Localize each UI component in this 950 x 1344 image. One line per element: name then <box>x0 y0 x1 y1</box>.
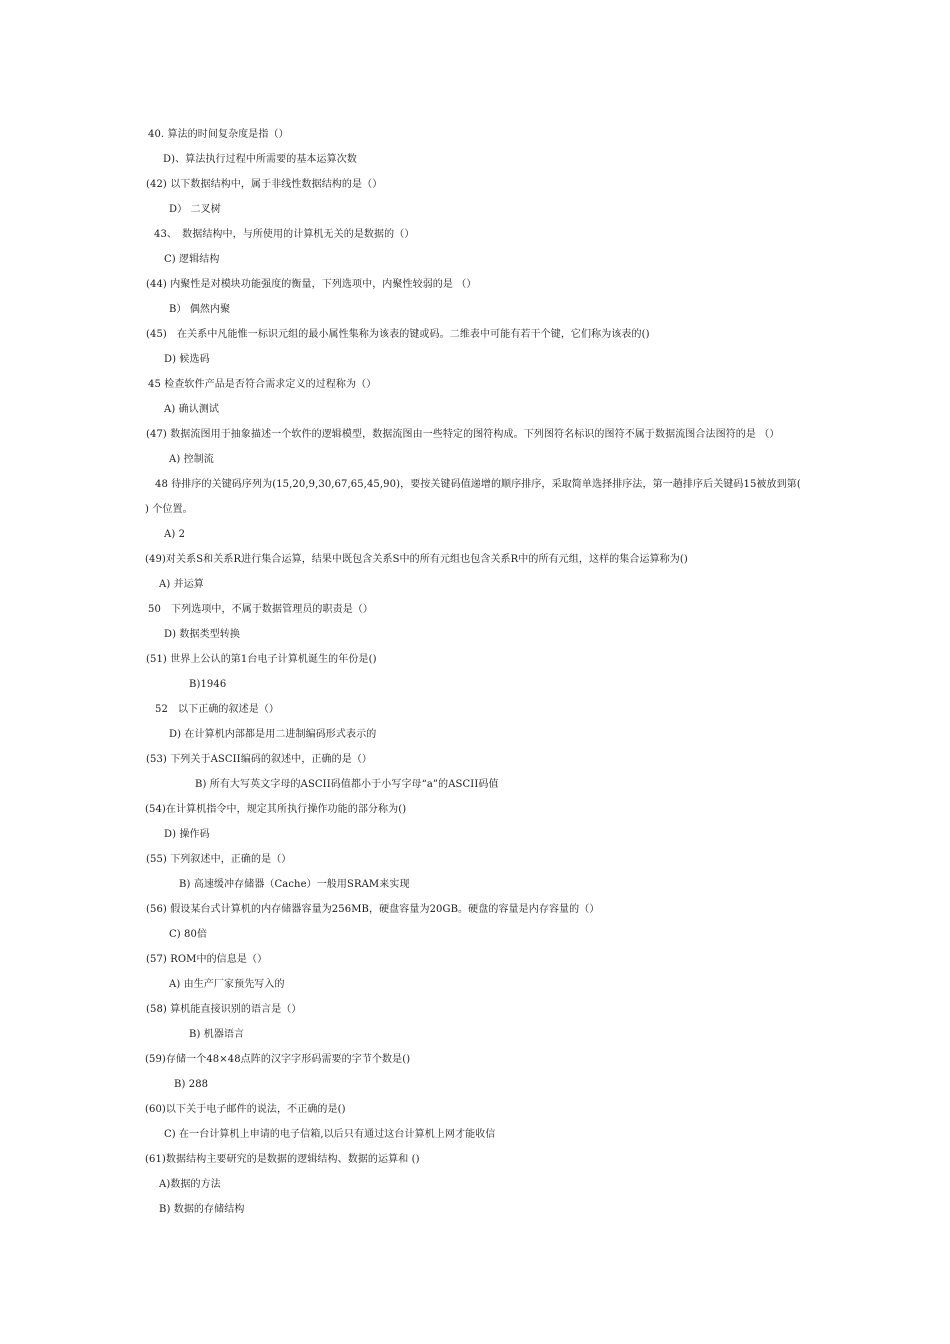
question-57: (57) ROM中的信息是（） <box>146 954 268 965</box>
question-47: (47) 数据流图用于抽象描述一个软件的逻辑模型，数据流图由一些特定的图符构成。下列图符名标识的图符不属于数据流图合法图符的是 （） <box>146 429 780 440</box>
question-40: 40. 算法的时间复杂度是指（） <box>148 129 289 140</box>
answer-55: B) 高速缓冲存储器（Cache）一般用SRAM来实现 <box>179 879 410 890</box>
question-50: 50 下列选项中，不属于数据管理员的职责是（） <box>148 604 374 615</box>
question-52: 52 以下正确的叙述是（） <box>155 704 280 715</box>
question-56: (56) 假设某台式计算机的内存储器容量为256MB，硬盘容量为20GB。硬盘的容量是内存容量的（） <box>146 904 600 915</box>
question-53: (53) 下列关于ASCII编码的叙述中，正确的是（） <box>146 754 373 765</box>
answer-45b: A) 确认测试 <box>164 404 220 415</box>
question-42: (42) 以下数据结构中，属于非线性数据结构的是（） <box>146 179 383 190</box>
question-49: (49)对关系S和关系R进行集合运算，结果中既包含关系S中的所有元组也包含关系R中的所有元组，这样的集合运算称为() <box>145 554 688 565</box>
question-60: (60)以下关于电子邮件的说法，不正确的是() <box>145 1104 346 1115</box>
answer-50: D) 数据类型转换 <box>164 629 240 640</box>
question-48: 48 待排序的关键码序列为(15,20,9,30,67,65,45,90)，要按关键码值递增的顺序排序，采取简单选择排序法，第一趟排序后关键码15被放到第( <box>155 479 801 490</box>
question-54: (54)在计算机指令中，规定其所执行操作功能的部分称为() <box>145 804 407 815</box>
answer-47: A) 控制流 <box>169 454 214 465</box>
answer-52: D) 在计算机内部都是用二进制编码形式表示的 <box>169 729 377 740</box>
question-44: (44) 内聚性是对模块功能强度的衡量，下列选项中，内聚性较弱的是 （） <box>146 279 477 290</box>
answer-58: B) 机器语言 <box>189 1029 245 1040</box>
question-61: (61)数据结构主要研究的是数据的逻辑结构、数据的运算和 () <box>145 1154 420 1165</box>
answer-57: A) 由生产厂家预先写入的 <box>169 979 285 990</box>
answer-49: A) 并运算 <box>159 579 204 590</box>
answer-43: C) 逻辑结构 <box>164 254 220 265</box>
question-51: (51) 世界上公认的第1台电子计算机诞生的年份是() <box>146 654 377 665</box>
question-55: (55) 下列叙述中，正确的是（） <box>146 854 292 865</box>
answer-60: C) 在一台计算机上申请的电子信箱,以后只有通过这台计算机上网才能收信 <box>164 1129 496 1140</box>
answer-56: C) 80倍 <box>169 929 208 940</box>
answer-59: B) 288 <box>174 1079 209 1090</box>
question-59: (59)存储一个48×48点阵的汉字字形码需要的字节个数是() <box>145 1054 411 1065</box>
question-45a: (45) 在关系中凡能惟一标识元组的最小属性集称为该表的键或码。二维表中可能有若干个键，它们称为该表的() <box>146 329 650 340</box>
answer-48: A) 2 <box>164 529 186 540</box>
answer-51: B)1946 <box>189 679 227 690</box>
answer-54: D) 操作码 <box>164 829 210 840</box>
question-43: 43、 数据结构中，与所使用的计算机无关的是数据的（） <box>154 229 415 240</box>
question-48-continued: ) 个位置。 <box>145 504 193 515</box>
answer-53: B) 所有大写英文字母的ASCII码值都小于小写字母“a”的ASCII码值 <box>195 779 499 790</box>
answer-44: B） 偶然内聚 <box>169 304 231 315</box>
question-45b: 45 检查软件产品是否符合需求定义的过程称为（） <box>148 379 377 390</box>
question-58: (58) 算机能直接识别的语言是（） <box>146 1004 302 1015</box>
answer-61-option-a: A)数据的方法 <box>159 1179 221 1190</box>
answer-61-option-b: B) 数据的存储结构 <box>159 1204 245 1215</box>
answer-45a: D) 候选码 <box>164 354 210 365</box>
answer-40: D)、算法执行过程中所需要的基本运算次数 <box>163 154 357 165</box>
answer-42: D） 二叉树 <box>169 204 221 215</box>
